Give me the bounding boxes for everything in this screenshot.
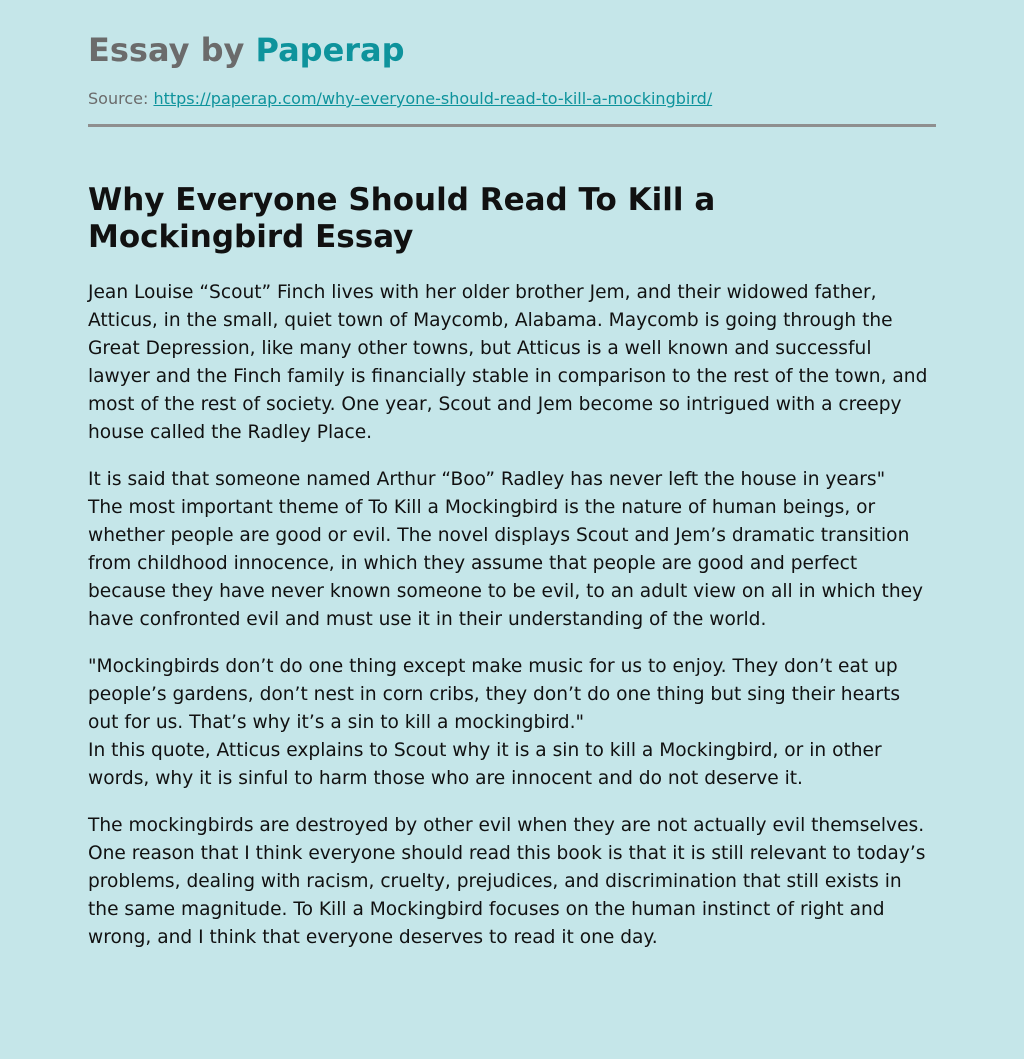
brand-prefix: Essay by: [88, 31, 256, 69]
paragraph-line: In this quote, Atticus explains to Scout why it is a sin to kill a Mockingbird, or in other words, why it is sinful to harm those who are innocent and do not deserve it.: [88, 740, 882, 789]
paragraph-line: The most important theme of To Kill a Mockingbird is the nature of human beings, or whether people are good or evil. The novel displays Scout and Jem’s dramatic transition from childhood innocence, in which they assume that people are good and perfect because they have never known someone to be evil, to an adult view on all in which they have confronted evil and must use it in their understanding of the world.: [88, 497, 924, 630]
source-line: [88, 88, 712, 110]
article-body: [88, 279, 936, 971]
paragraph-line: It is said that someone named Arthur “Boo” Radley has never left the house in years": [88, 469, 886, 490]
paragraph-line: Jean Louise “Scout” Finch lives with her older brother Jem, and their widowed father, Atticus, in the small, quiet town of Maycomb, Alabama. Maycomb is going through the Great Depression, like many other towns, but Atticus is a well known and successful lawyer and the Finch family is financially stable in comparison to the rest of the town, and most of the rest of society. One year, Scout and Jem become so intrigued with a creepy house called the Radley Place.: [88, 282, 928, 443]
source-label: Source:: [88, 89, 154, 108]
paragraph-2: [88, 466, 936, 634]
paragraph-line: One reason that I think everyone should read this book is that it is still relevant to today’s problems, dealing with racism, cruelty, prejudices, and discrimination that still exists in the same magnitude. To Kill a Mockingbird focuses on the human instinct of right and wrong, and I think that everyone deserves to read it one day.: [88, 843, 926, 948]
paragraph-3: [88, 653, 936, 793]
brand-name: Paperap: [255, 31, 405, 69]
paragraph-line: "Mockingbirds don’t do one thing except make music for us to enjoy. They don’t eat up people’s gardens, don’t nest in corn cribs, they don’t do one thing but sing their hearts out for us. That’s why it’s a sin to kill a mockingbird.": [88, 656, 901, 733]
site-brand[interactable]: [88, 30, 405, 70]
paragraph-1: [88, 279, 936, 447]
article-title: Why Everyone Should Read To Kill a Mockingbird Essay: [88, 182, 716, 255]
header-divider: [88, 124, 936, 127]
source-link[interactable]: https://paperap.com/why-everyone-should-read-to-kill-a-mockingbird/: [153, 89, 713, 108]
paragraph-4: [88, 812, 936, 952]
paragraph-line: The mockingbirds are destroyed by other evil when they are not actually evil themselves.: [88, 815, 925, 836]
